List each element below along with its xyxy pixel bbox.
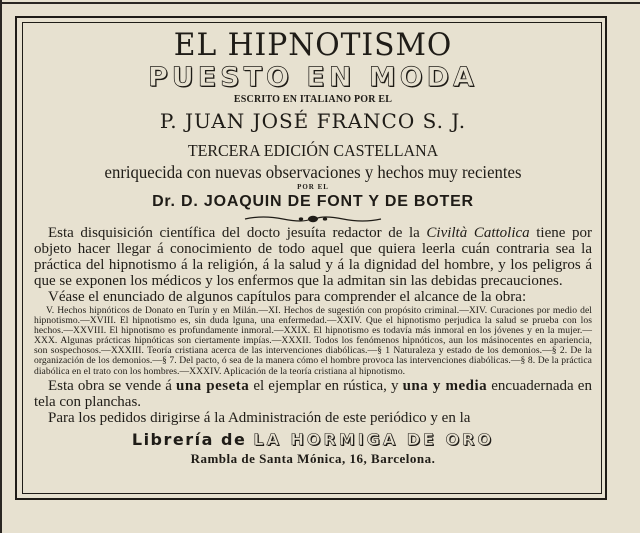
orders-paragraph: Para los pedidos dirigirse á la Administración de este periódico y en la bbox=[48, 409, 471, 426]
left-column-rule bbox=[0, 0, 2, 533]
price-part-1: Esta obra se vende á bbox=[48, 377, 176, 394]
chapters-intro: Véase el enunciado de algunos capítulos para comprender el alcance de la obra: bbox=[48, 289, 527, 305]
description-part-1: Esta disquisición científica del docto jesuíta redactor de la bbox=[48, 225, 427, 241]
chapter-list bbox=[34, 306, 592, 377]
author-name: P. JUAN JOSÉ FRANCO S. J. bbox=[159, 109, 467, 133]
book-subtitle: PUESTO EN MODA bbox=[148, 62, 478, 93]
by-line: POR EL bbox=[297, 183, 329, 191]
bookshop-prefix: Librería de bbox=[131, 429, 254, 449]
price-paperback: una peseta bbox=[175, 377, 250, 394]
advertisement-content bbox=[34, 26, 592, 492]
price-bound: una y media bbox=[402, 377, 488, 394]
price-part-3: encuadernada en tela con planchas. bbox=[34, 377, 592, 410]
journal-name: Civiltà Cattolica bbox=[426, 225, 530, 241]
chapter-list-text: V. Hechos hipnóticos de Donato en Turín y en Milán.—XI. Hechos de sugestión con propósito criminal.—XIV. Curaciones por medio del hipnotismo.—XVIII. El hipnotismo es, sin duda lguna, una enfermedad.—XXIV. Que el hipnotismo perjudica la salud se prueba con los hechos.—XXVIII. El hipnotismo es profundamente inmoral.—XXIX. El hipnotismo es todavía más inmoral en los jóvenes y en la mujer.—XXX. Algunas prácticas hipnóticas son ciertamente impías.—XXXII. Todos los fenómenos hipnóticos, aun los másinocentes en apariencia, son sospechosos.—XXXIII. Teoría cristiana acerca de las intervenciones diabólicas.—§ 1 Naturaleza y estado de los demonios.—§ 2. De la organización de los demonios.—§ 7. Del pacto, ó sea de la manera cómo el hombre provoca las intervenciones diabólicas.—§ 8. De la práctica diabólica en el trato con los hombres.—XXXIV. Aplicación de la teoría cristiana al hipnotismo. bbox=[34, 305, 592, 377]
description-text bbox=[34, 225, 592, 305]
enriched-line: enriquecida con nuevas observaciones y hechos muy recientes bbox=[104, 162, 522, 182]
written-in-line: ESCRITO EN ITALIANO POR EL bbox=[233, 94, 393, 105]
book-title: EL HIPNOTISMO bbox=[173, 27, 453, 63]
editor-name: Dr. D. JOAQUIN DE FONT Y DE BOTER bbox=[152, 193, 474, 210]
ornament-divider-icon bbox=[243, 214, 383, 224]
price-text bbox=[34, 378, 592, 426]
bookshop-name: LA HORMIGA DE ORO bbox=[253, 429, 495, 449]
edition-line: TERCERA EDICIÓN CASTELLANA bbox=[187, 141, 439, 160]
description-part-2: tiene por objeto hacer llegar á conocimiento de todo aquel que quiera leerla cuán contraria sea la práctica del hipnotismo á la religión, á la salud y á la dignidad del hombre, y los peligros á que se exponen los médicos y los enfermos que la admitan sin las debidas precauciones. bbox=[34, 225, 592, 289]
top-column-rule bbox=[0, 2, 640, 4]
description-paragraph bbox=[34, 225, 592, 289]
price-paragraph bbox=[34, 378, 592, 410]
bookshop-address: Rambla de Santa Mónica, 16, Barcelona. bbox=[190, 450, 436, 466]
bookshop-line bbox=[34, 430, 592, 450]
price-part-2: el ejemplar en rústica, y bbox=[249, 377, 403, 394]
